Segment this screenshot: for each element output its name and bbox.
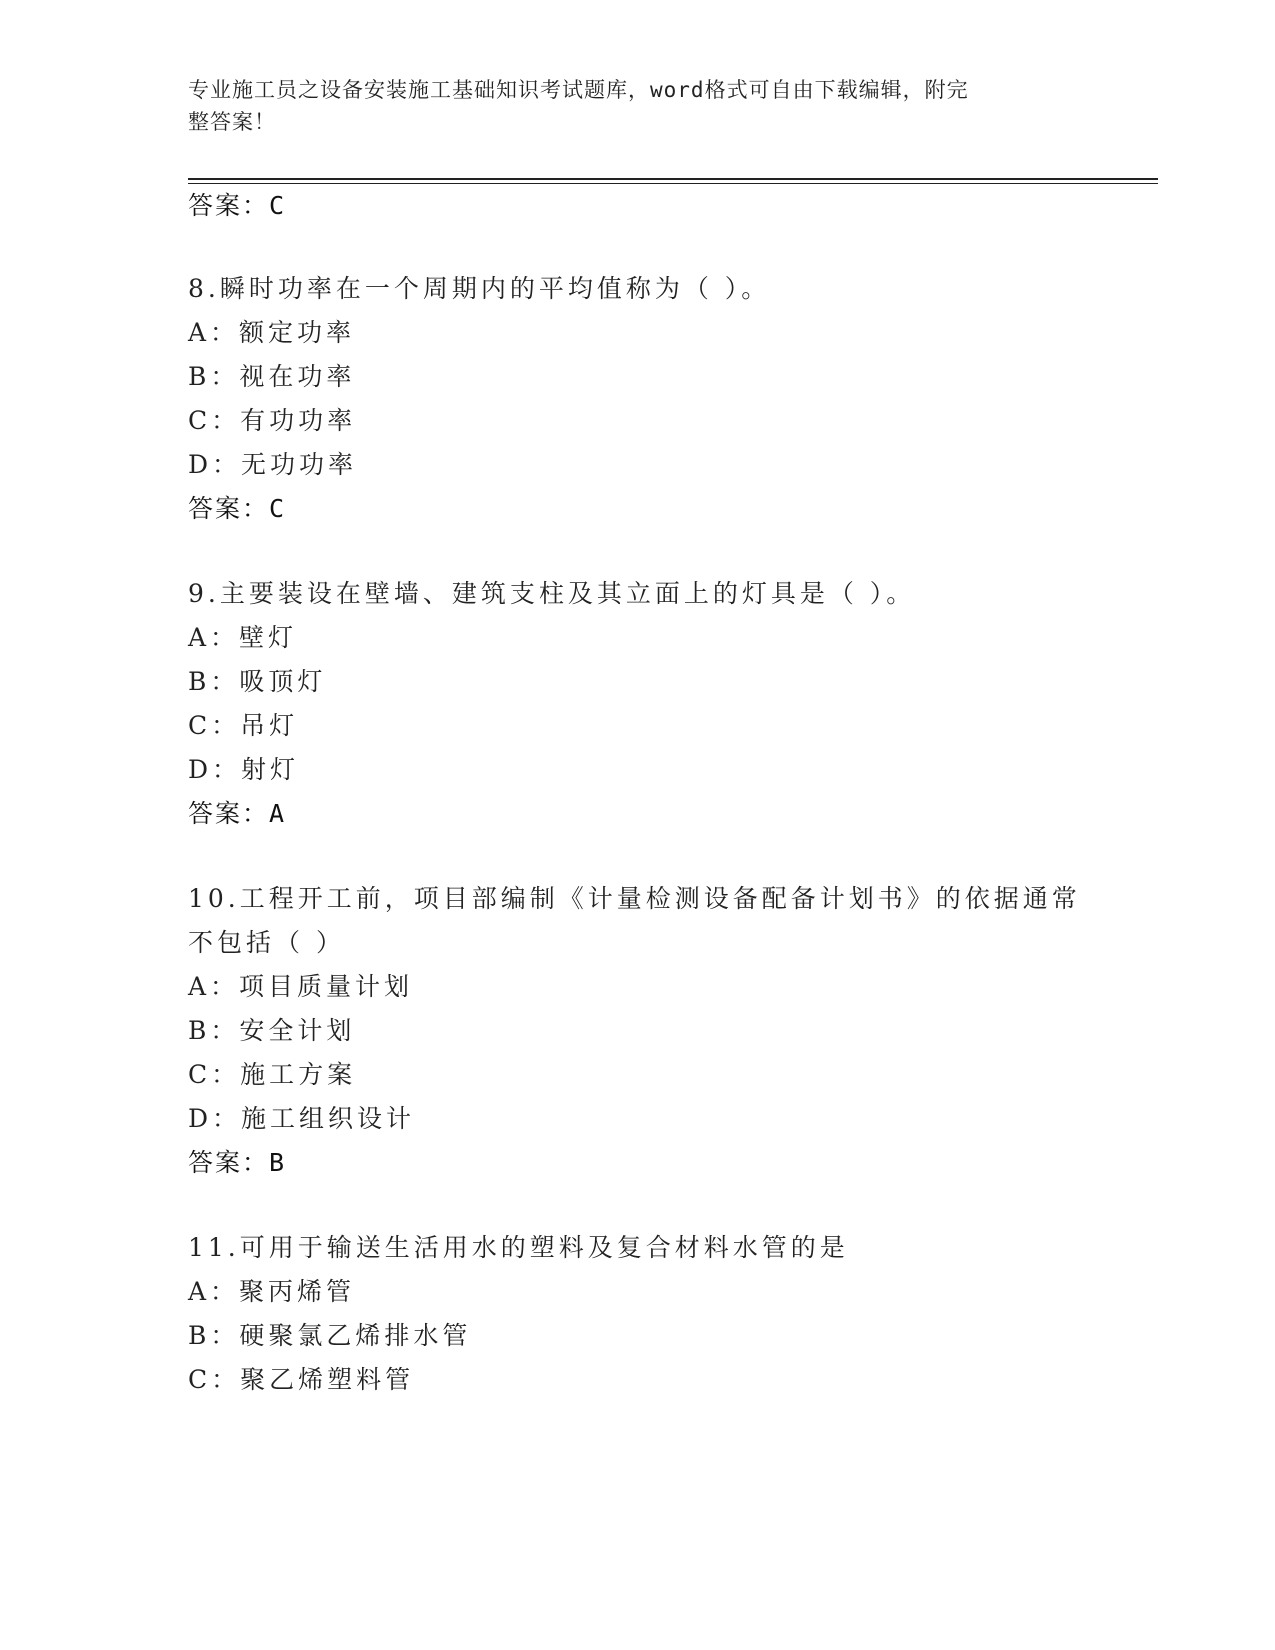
question-9-stem: 9.主要装设在壁墙、建筑支柱及其立面上的灯具是（ ）。 <box>188 579 916 608</box>
question-8-option-a: A：额定功率 <box>188 318 356 347</box>
question-8-option-c: C：有功功率 <box>188 406 357 435</box>
question-8-answer: 答案：C <box>188 494 287 523</box>
question-10-stem-line-2: 不包括（ ） <box>188 928 345 957</box>
header-divider-thin <box>188 183 1158 184</box>
question-9-option-b: B：吸顶灯 <box>188 667 327 696</box>
header-line-2: 整答案！ <box>188 110 276 134</box>
question-10-option-c: C：施工方案 <box>188 1060 357 1089</box>
question-11-stem: 11.可用于输送生活用水的塑料及复合材料水管的是 <box>188 1233 849 1262</box>
question-9-option-c: C：吊灯 <box>188 711 299 740</box>
question-10-option-d: D：施工组织设计 <box>188 1104 416 1133</box>
question-9-answer: 答案：A <box>188 799 287 828</box>
question-11-option-a: A：聚丙烯管 <box>188 1277 356 1306</box>
question-11-option-c: C：聚乙烯塑料管 <box>188 1365 415 1394</box>
question-10-stem-line-1: 10.工程开工前，项目部编制《计量检测设备配备计划书》的依据通常 <box>188 884 1081 913</box>
question-8-stem: 8.瞬时功率在一个周期内的平均值称为（ ）。 <box>188 274 771 303</box>
header-divider-thick <box>188 178 1158 180</box>
question-10-option-b: B：安全计划 <box>188 1016 356 1045</box>
question-10-option-a: A：项目质量计划 <box>188 972 414 1001</box>
answer-line: 答案：C <box>188 191 287 220</box>
question-11-option-b: B：硬聚氯乙烯排水管 <box>188 1321 472 1350</box>
question-8-option-d: D：无功功率 <box>188 450 358 479</box>
question-10-answer: 答案：B <box>188 1148 287 1177</box>
question-8-option-b: B：视在功率 <box>188 362 356 391</box>
document-header <box>188 74 1068 138</box>
header-line-1: 专业施工员之设备安装施工基础知识考试题库，word格式可自由下载编辑，附完 <box>188 78 969 102</box>
question-9-option-d: D：射灯 <box>188 755 300 784</box>
question-9-option-a: A：壁灯 <box>188 623 298 652</box>
